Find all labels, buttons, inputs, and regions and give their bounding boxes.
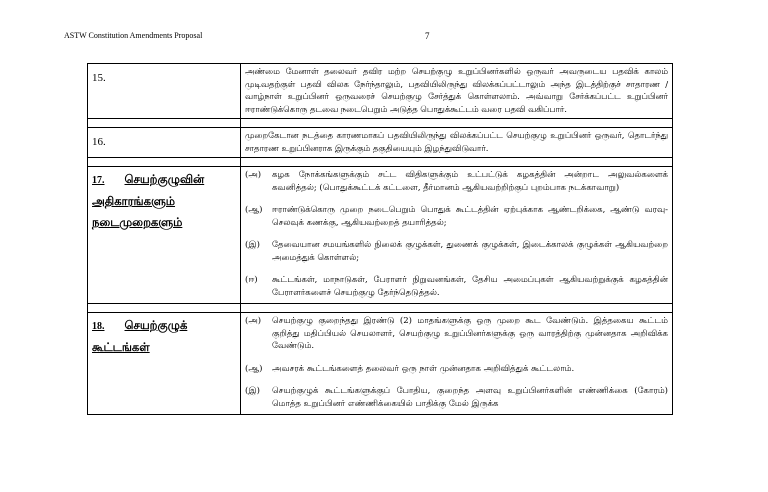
clause-number: 16. — [92, 136, 106, 148]
clause-text: அண்மை மேனாள் தலைவர் தவிர மற்ற செயற்குழு உறுப்பினர்களில் ஒருவர் அவருடைய பதவிக் காலம் முடிவதற்குள் பதவி விலக நேர்ந்தாலும், பதவியிலிருந்து விலக்கப்பட்டாலும் அந்த இடத்திற்குச் சாதாரண / வாழ்நாள் உறுப்பினர் ஒருவரைச் செயற்குழு சேர்த்துக் கொள்ளலாம். அவ்வாறு சேர்க்கப்பட்ட உறுப்பினர் ஈராண்டுக்கொரு தடவை நடைபெறும் அடுத்த பொதுக்கூட்டம் வரை பதவி வகிப்பார். — [245, 67, 668, 115]
item-label: (ஆ) — [245, 205, 263, 215]
table-row — [88, 128, 673, 158]
spacer-cell — [241, 304, 673, 313]
item-text: செயற்குழுக் கூட்டங்களுக்குப் போதிய, குறைந்த அளவு உறுப்பினர்களின் எண்ணிக்கை (கோரம்) மொத்த உறுப்பினர் எண்ணிக்கையில் பாதிக்கு மேல் இருக்க — [272, 386, 668, 409]
item-label: (அ) — [245, 170, 262, 180]
list-item — [245, 204, 668, 229]
page-number: 7 — [425, 31, 430, 41]
item-label: (இ) — [245, 386, 260, 396]
heading-line: நடைமுறைகளும் — [92, 215, 183, 229]
clause-number: 17. — [92, 175, 105, 186]
list-item — [245, 315, 668, 353]
heading-line: அதிகாரங்களும் — [92, 194, 176, 208]
clause-heading — [92, 315, 236, 358]
clause-heading-cell — [88, 167, 241, 304]
spacer-cell — [241, 119, 673, 128]
spacer-cell — [241, 158, 673, 167]
spacer-cell — [88, 119, 241, 128]
row-spacer — [88, 304, 673, 313]
item-text: செயற்குழு குறைந்தது இரண்டு (2) மாதங்களுக்கு ஒரு முறை கூட வேண்டும். இத்தகைய கூட்டம் குறித்து மதிப்பியல் செயலாளர், செயற்குழு உறுப்பினர்களுக்கு ஒரு வாரத்திற்கு முன்னதாக அறிவிக்க வேண்டும். — [272, 316, 668, 351]
item-label: (இ) — [245, 240, 260, 250]
item-text: தேவையான சமயங்களில் நிலைக் குழுக்கள், துணைக் குழுக்கள், இடைக்காலக் குழுக்கள் ஆகியவற்றை அமைத்துக் கொள்ளல்; — [272, 240, 668, 263]
clause-number: 15. — [92, 72, 106, 84]
list-item — [245, 239, 668, 264]
spacer-cell — [88, 158, 241, 167]
heading-line: கூட்டங்கள் — [92, 340, 150, 354]
clause-text-cell — [241, 64, 673, 119]
clause-heading — [92, 169, 236, 233]
row-spacer — [88, 158, 673, 167]
document-header-title: ASTW Constitution Amendments Proposal — [64, 31, 203, 40]
item-text: ஈராண்டுக்கொரு முறை நடைபெறும் பொதுக் கூட்டத்தின் ஏற்புக்காக ஆண்டறிக்கை, ஆண்டு வரவு-செலவுக் கணக்கு, ஆகியவற்றைத் தயாரித்தல்; — [272, 205, 668, 228]
clause-text: முறைகேடான நடத்தை காரணமாகப் பதவியிலிருந்து விலக்கப்பட்ட செயற்குழு உறுப்பினர் ஒருவர், தொடர்ந்து சாதாரண உறுப்பினராக இருக்கும் தகுதியையும் இழந்துவிடுவார். — [245, 131, 668, 154]
item-label: (அ) — [245, 316, 262, 326]
clause-heading-cell — [88, 313, 241, 415]
list-item — [245, 274, 668, 299]
clause-items-cell — [241, 167, 673, 304]
clause-number-cell — [88, 64, 241, 119]
list-item — [245, 363, 668, 376]
item-text: கூட்டங்கள், மாநாடுகள், பேராளர் நிறுவனங்கள், தேசிய அமைப்புகள் ஆகியவற்றுக்குக் கழகத்தின் பேராளர்களைச் செயற்குழு தேர்ந்தெடுத்தல். — [272, 275, 668, 298]
table-row — [88, 167, 673, 304]
clause-number-cell — [88, 128, 241, 158]
item-label: (ஆ) — [245, 363, 263, 374]
list-item — [245, 385, 668, 410]
item-text: அவசரக் கூட்டங்களைத் தலைவர் ஒரு நாள் முன்னதாக அறிவித்துக் கூட்டலாம். — [272, 363, 575, 374]
item-label: (ஈ) — [245, 275, 258, 285]
row-spacer — [88, 119, 673, 128]
heading-line: செயற்குழுக் — [124, 318, 188, 332]
clause-number: 18. — [92, 321, 105, 332]
spacer-cell — [88, 304, 241, 313]
constitution-table — [87, 63, 673, 415]
table-row — [88, 313, 673, 415]
clause-text-cell — [241, 128, 673, 158]
table-row — [88, 64, 673, 119]
clause-items-cell — [241, 313, 673, 415]
heading-line: செயற்குழுவின் — [124, 172, 205, 186]
item-text: கழக நோக்கங்களுக்கும் சட்ட விதிகளுக்கும் உட்பட்டுக் கழகத்தின் அன்றாட அலுவல்களைக் கவனித்தல்; (பொதுக்கூட்டக் கட்டளை, தீர்மானம் ஆகியவற்றிற்குப் புறம்பாக நடக்காவாறு) — [272, 170, 668, 193]
list-item — [245, 169, 668, 194]
